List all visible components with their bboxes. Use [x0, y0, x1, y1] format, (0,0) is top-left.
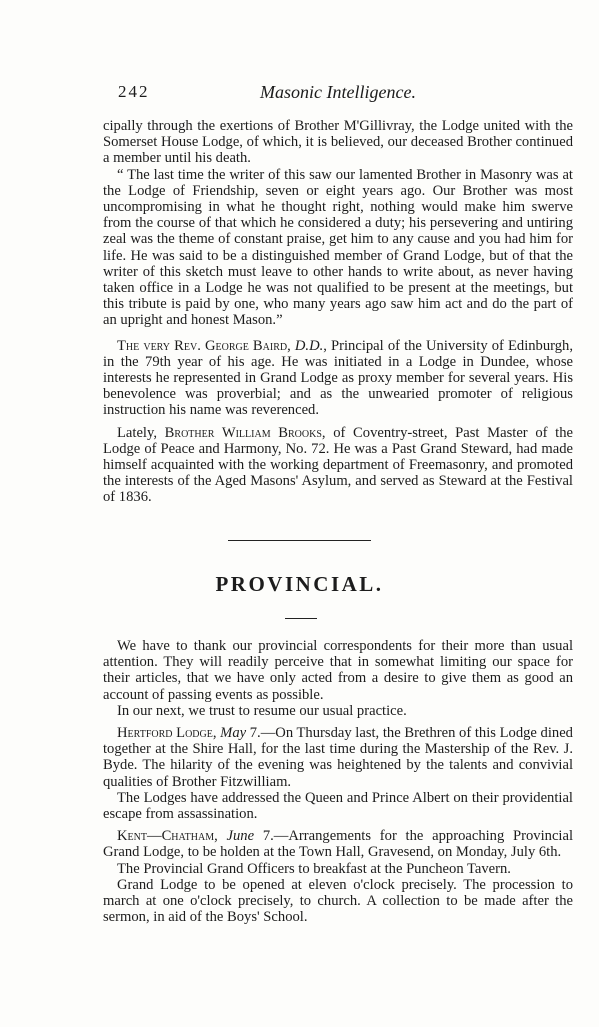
paragraph-procession: Grand Lodge to be opened at eleven o'clock precisely. The procession to march at one o'clock precisely, to church. A collection to be made after the sermon, in aid of the Boys' School.: [103, 876, 573, 926]
obituary-section: [103, 118, 573, 506]
section-heading: PROVINCIAL.: [215, 572, 384, 596]
name-baird: The very Rev. George Baird,: [117, 337, 291, 354]
paragraph-officers: The Provincial Grand Officers to breakfast at the Puncheon Tavern.: [117, 860, 511, 877]
paragraph-baird: [103, 338, 573, 419]
section-divider-rule: [228, 540, 371, 541]
running-title: Masonic Intelligence.: [260, 82, 416, 102]
provincial-section: [103, 638, 573, 925]
lodge-kent: Kent—Chatham,: [117, 828, 218, 845]
text-baird: , Principal of the University of Edinburgh, in the 79th year of his age. He was initiated in a Lodge in Dundee, whose interests he represented in Grand Lodge as proxy member for several years. His benevolence was proverbial; and as the unwearied promoter of religious instruction his name was reverenced.: [103, 337, 573, 419]
date-hertford: May: [220, 725, 247, 742]
heading-underline-rule: [285, 618, 317, 619]
degree-baird: D.D.: [294, 337, 324, 354]
date-kent: June: [226, 828, 255, 845]
paragraph-hertford: [103, 725, 573, 790]
paragraph-intro: We have to thank our provincial correspondents for their more than usual attention. They will readily perceive that in somewhat limiting our space for their articles, that we have only acted from a desire to give them as good an account of passing events as possible.: [103, 638, 573, 703]
lead-brooks: Lately,: [117, 424, 157, 441]
lodge-hertford: Hertford Lodge,: [117, 725, 217, 742]
paragraph-gap: [103, 329, 573, 338]
text-kent: 7.—Arrangements for the approaching Provincial Grand Lodge, to be holden at the Town Hall, Gravesend, on Monday, July 6th.: [103, 828, 574, 861]
paragraph-quote: “ The last time the writer of this saw our lamented Brother in Masonry was at the Lodge of Friendship, seven or eight years ago. Our Brother was most uncompromising in what he thought right, nothing would make him swerve from the course of that which he considered a duty; his persevering and untiring zeal was the theme of constant praise, get him to any cause and you had him for life. He was said to be a distinguished member of Grand Lodge, but of that the writer of this sketch must leave to other hands to write about, as never having taken office in a Lodge he was not qualified to be present at the meetings, but this tribute is paid by one, who many years ago saw him act and do the part of an upright and honest Mason.”: [103, 166, 573, 329]
paragraph-next: In our next, we trust to resume our usual practice.: [117, 702, 407, 719]
paragraph-kent: [103, 828, 573, 860]
running-head: [118, 82, 458, 104]
text-hertford: 7.—On Thursday last, the Brethren of this Lodge dined together at the Shire Hall, for the last time during the Mastership of the Rev. J. Byde. The hilarity of the evening was heightened by the talents and convivial qualities of Brother Fitzwilliam.: [103, 725, 573, 790]
name-brooks: Brother William Brooks,: [164, 424, 326, 441]
paragraph-brooks: [103, 425, 573, 506]
page-number: 242: [118, 82, 150, 101]
paragraph-address: The Lodges have addressed the Queen and Prince Albert on their providential escape from assassination.: [103, 789, 573, 823]
paragraph-continuation: cipally through the exertions of Brother M'Gillivray, the Lodge united with the Somerset House Lodge, of which, it is believed, our deceased Brother continued a member until his death.: [103, 118, 573, 167]
text-brooks: of Coventry-street, Past Master of the Lodge of Peace and Harmony, No. 72. He was a Past Grand Steward, had made himself acquainted with the working department of Freemasonry, and promoted the interests of the Aged Masons' Asylum, and served as Steward at the Festival of 1836.: [103, 424, 574, 506]
